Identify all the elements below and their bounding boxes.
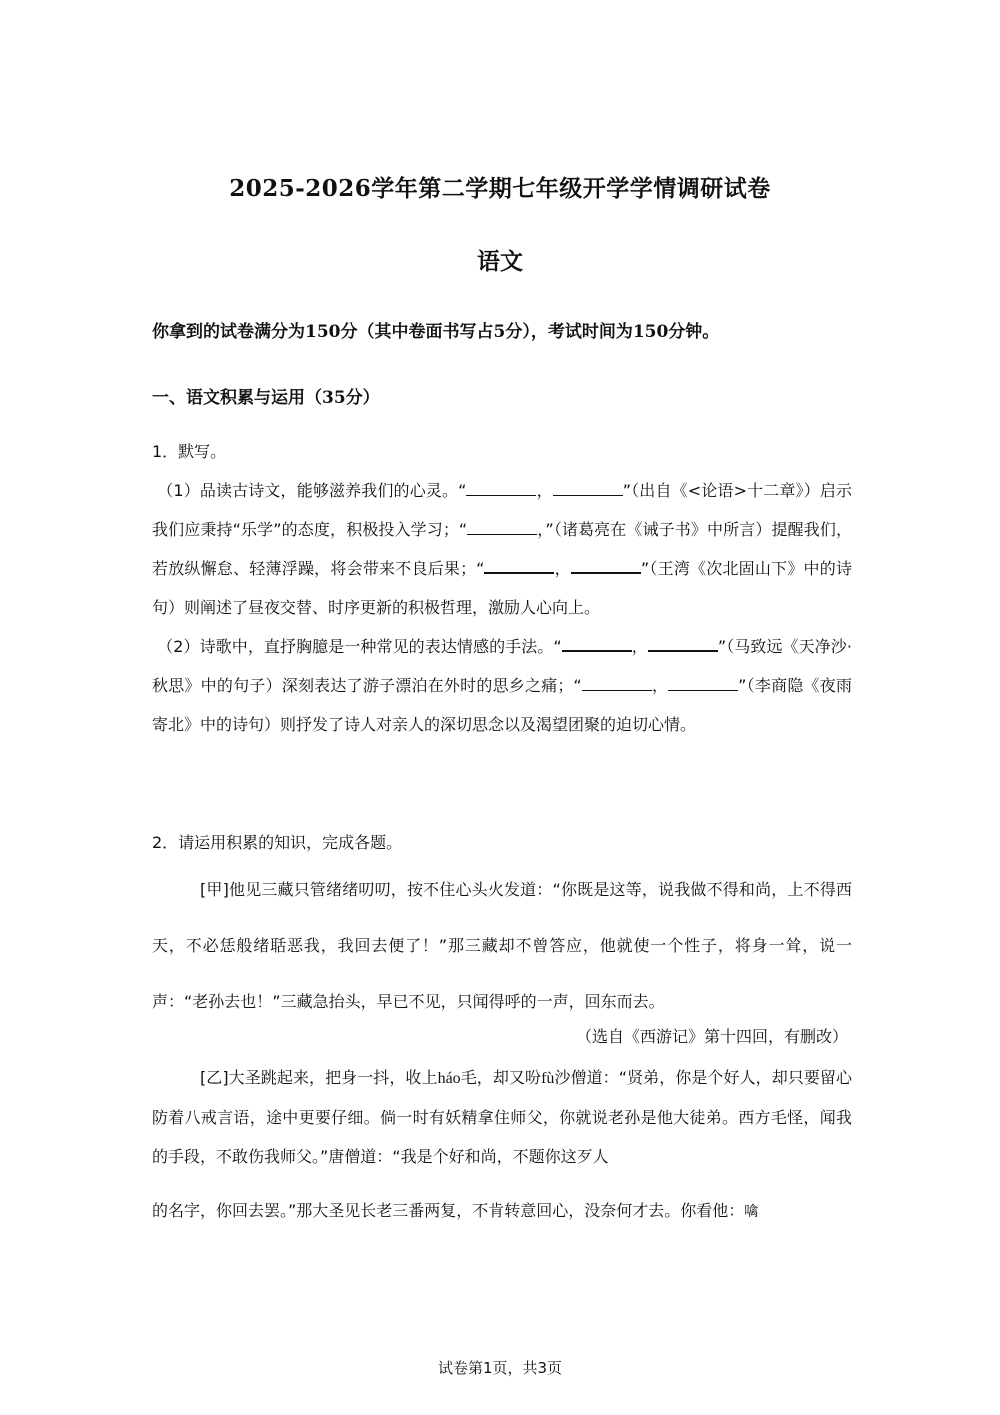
question-1-part-2: [152, 627, 852, 744]
text-segment: ，: [651, 676, 669, 695]
text-segment: （1）品读古诗文，能够滋养我们的心灵。“: [157, 481, 467, 500]
page-footer: 试卷第1页，共3页: [437, 1359, 563, 1377]
text-segment: 噙: [744, 1204, 759, 1220]
answer-blank[interactable]: [553, 477, 623, 496]
text-segment: ，: [536, 481, 553, 500]
section-heading: 一、语文积累与运用（35分）: [152, 388, 380, 408]
text-segment: 毛，却又吩: [460, 1068, 542, 1087]
passage-jia-source: （选自《西游记》第十四回，有删改）: [575, 1027, 848, 1046]
text-segment: ”（马致远《天净沙·秋思》中的句子）深刻表达了游子漂泊在外时的思乡之痛；“: [152, 637, 852, 695]
answer-blank[interactable]: [467, 516, 537, 535]
answer-blank[interactable]: [668, 672, 738, 691]
exam-notice: 你拿到的试卷满分为150分（其中卷面书写占5分），考试时间为150分钟。: [152, 322, 720, 342]
text-segment: ，: [631, 637, 648, 656]
answer-blank[interactable]: [648, 632, 718, 652]
pinyin-fu: fù: [541, 1070, 555, 1087]
passage-yi-text: [152, 1058, 852, 1176]
question-1-stem: 1．默写。: [152, 442, 227, 461]
passage-jia: [152, 862, 852, 1030]
passage-yi: [152, 1058, 852, 1247]
question-1-part-1: [152, 471, 852, 627]
answer-blank[interactable]: [562, 632, 632, 652]
answer-blank[interactable]: [582, 672, 652, 691]
answer-blank[interactable]: [484, 554, 554, 574]
text-segment: 沙僧道：“贤弟，你是个好人，却只要留心防着八戒言语，途中更要仔细。倘一时有妖精拿住师父，你就说老孙是他大徒弟。西方毛怪，闻我的手段，不敢伤我师父。”唐僧道：“我是个好和尚，不题你这歹人: [152, 1068, 852, 1166]
passage-yi-text-end: [152, 1176, 852, 1247]
text-segment: ”（出自《<论语>十二章》）启示我们应秉持“乐学”的态度，积极投入学习；“: [152, 481, 852, 539]
answer-blank[interactable]: [571, 554, 641, 574]
text-segment: [乙]大圣跳起来，把身一抖，收上: [200, 1068, 438, 1087]
text-segment: ”（李商隐《夜雨寄北》中的诗句）则抒发了诗人对亲人的深切思念以及渴望团聚的迫切心情。: [152, 676, 852, 734]
answer-blank[interactable]: [466, 477, 536, 496]
question-1: [152, 432, 852, 744]
subject-title: 语文: [477, 248, 523, 275]
pinyin-hao: háo: [437, 1070, 461, 1087]
passage-jia-text: [甲]他见三藏只管绪绪叨叨，按不住心头火发道：“你既是这等，说我做不得和尚，上不得西天，不必恁般绪聒恶我，我回去便了！”那三藏却不曾答应，他就使一个性子，将身一耸，说一声：“老孙去也！”三藏急抬头，早已不见，只闻得呼的一声，回东而去。: [152, 880, 852, 1011]
text-segment: ，: [554, 559, 571, 578]
question-2-stem: 2．请运用积累的知识，完成各题。: [152, 833, 403, 852]
text-segment: ，”（诸葛亮在《诫子书》中所言）提醒我们，若放纵懈怠、轻薄浮躁，将会带来不良后果；“: [152, 520, 852, 578]
text-segment: ”（王湾《次北固山下》中的诗句）则阐述了昼夜交替、时序更新的积极哲理，激励人心向上。: [152, 559, 852, 617]
text-segment: 的名字，你回去罢。”那大圣见长老三番两复，不肯转意回心，没奈何才去。你看他：: [152, 1201, 745, 1220]
text-segment: （2）诗歌中，直抒胸臆是一种常见的表达情感的手法。“: [157, 637, 562, 656]
page-title: 2025-2026学年第二学期七年级开学学情调研试卷: [229, 175, 771, 202]
